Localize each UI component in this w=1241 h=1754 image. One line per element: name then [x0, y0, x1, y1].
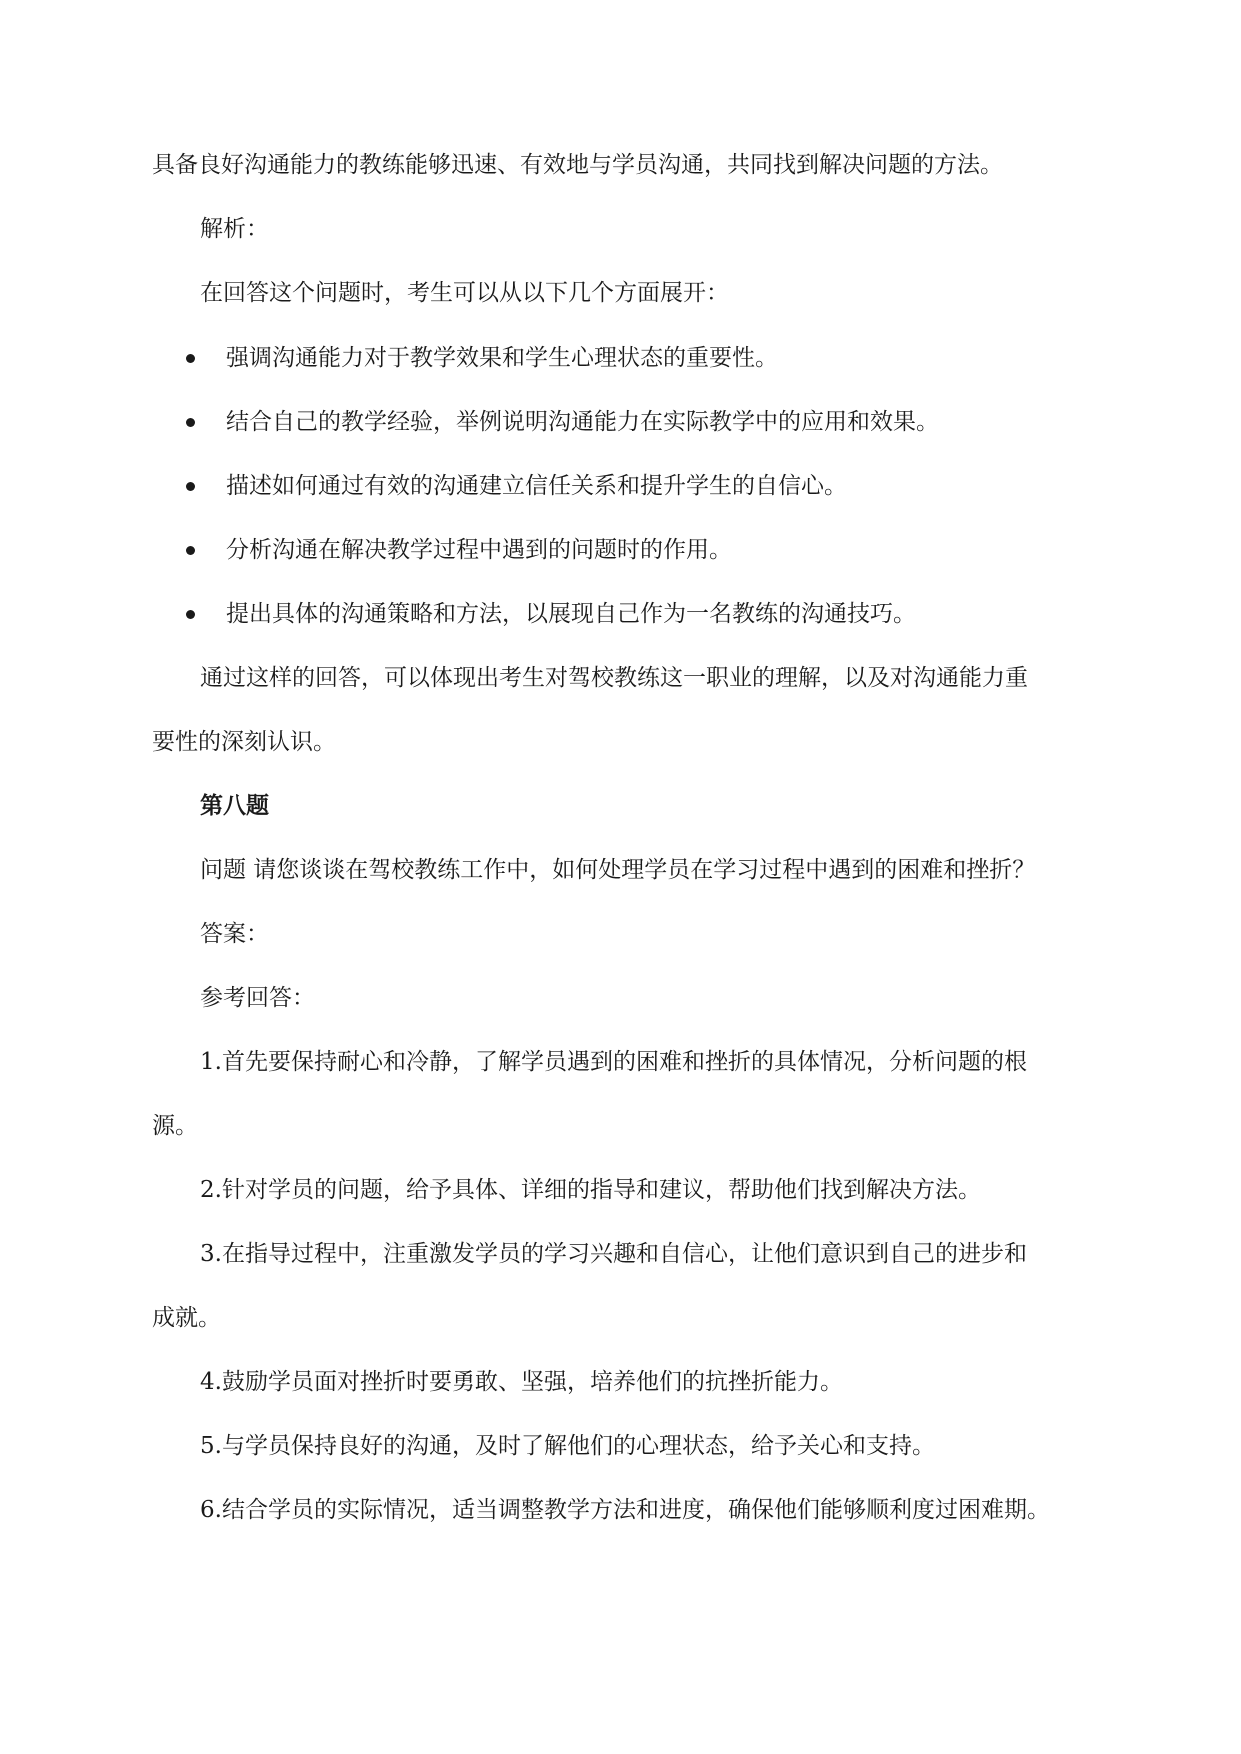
bullet-icon [186, 418, 195, 427]
paragraph-communication-summary: 具备良好沟通能力的教练能够迅速、有效地与学员沟通，共同找到解决问题的方法。 [152, 152, 1003, 178]
bullet-icon [186, 610, 195, 619]
bullet-icon [186, 546, 195, 555]
answer-item-6: 6.结合学员的实际情况，适当调整教学方法和进度，确保他们能够顺利度过困难期。 [200, 1497, 1050, 1523]
answer-item-3: 3.在指导过程中，注重激发学员的学习兴趣和自信心，让他们意识到自己的进步和 [200, 1241, 1027, 1267]
list-item-text: 分析沟通在解决教学过程中遇到的问题时的作用。 [226, 537, 732, 563]
answer-item-4: 4.鼓励学员面对挫折时要勇敢、坚强，培养他们的抗挫折能力。 [200, 1369, 843, 1395]
list-item-text: 描述如何通过有效的沟通建立信任关系和提升学生的自信心。 [226, 473, 847, 499]
analysis-intro: 在回答这个问题时，考生可以从以下几个方面展开： [200, 280, 729, 306]
answer-item-1: 1.首先要保持耐心和冷静，了解学员遇到的困难和挫折的具体情况，分析问题的根 [200, 1049, 1027, 1075]
answer-item-2: 2.针对学员的问题，给予具体、详细的指导和建议，帮助他们找到解决方法。 [200, 1177, 981, 1203]
conclusion-line-1: 通过这样的回答，可以体现出考生对驾校教练这一职业的理解，以及对沟通能力重 [200, 665, 1028, 691]
answer-label: 答案： [200, 921, 269, 947]
question-text: 问题 请您谈谈在驾校教练工作中，如何处理学员在学习过程中遇到的困难和挫折？ [200, 857, 1036, 883]
list-item-text: 提出具体的沟通策略和方法，以展现自己作为一名教练的沟通技巧。 [226, 601, 916, 627]
bullet-icon [186, 482, 195, 491]
analysis-label: 解析： [200, 216, 269, 242]
bullet-icon [186, 354, 195, 363]
list-item-text: 强调沟通能力对于教学效果和学生心理状态的重要性。 [226, 345, 778, 371]
section-heading: 第八题 [200, 792, 269, 819]
answer-item-5: 5.与学员保持良好的沟通，及时了解他们的心理状态，给予关心和支持。 [200, 1433, 935, 1459]
conclusion-line-2: 要性的深刻认识。 [152, 729, 336, 755]
list-item-text: 结合自己的教学经验，举例说明沟通能力在实际教学中的应用和效果。 [226, 409, 939, 435]
reference-answer-label: 参考回答： [200, 985, 315, 1011]
answer-item-3-continued: 成就。 [152, 1305, 221, 1331]
answer-item-1-continued: 源。 [152, 1113, 198, 1139]
